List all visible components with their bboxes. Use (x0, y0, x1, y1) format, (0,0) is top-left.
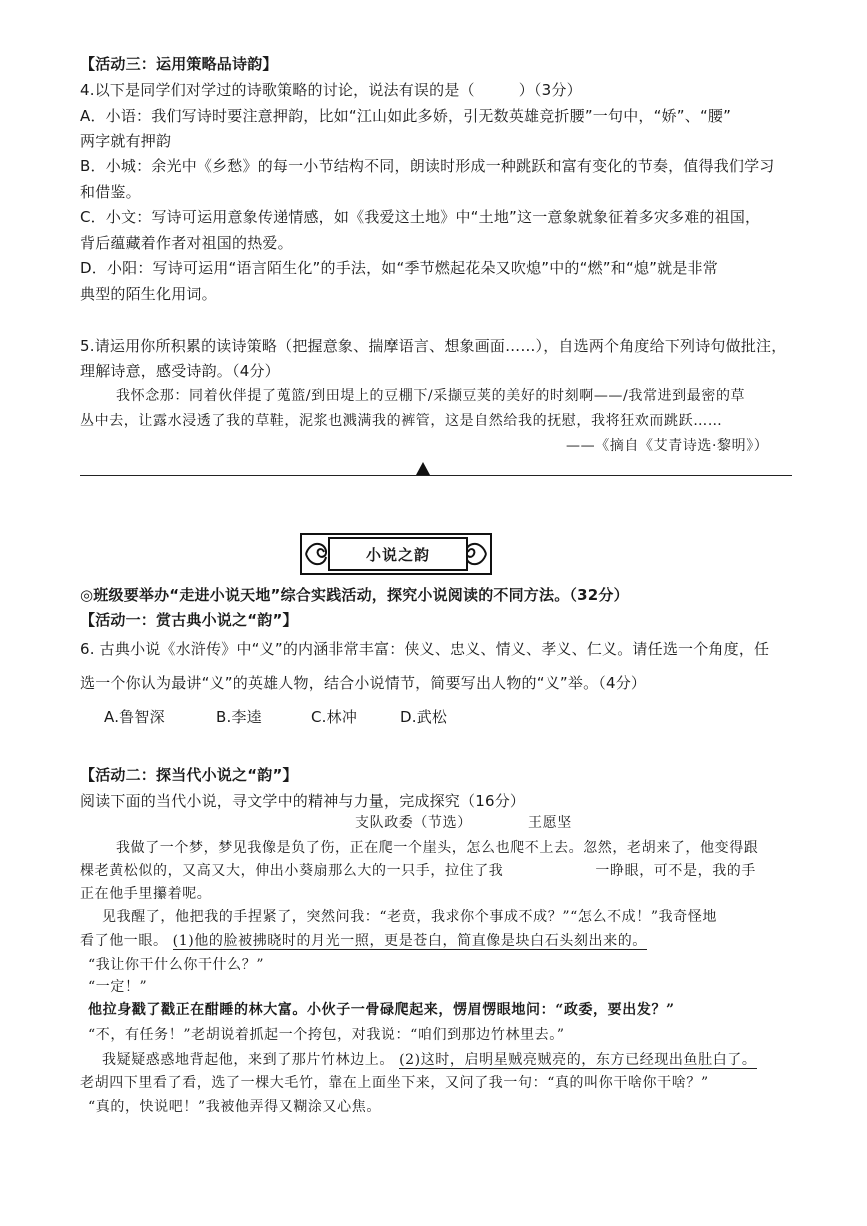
option-b-line2: 和借鉴。 (80, 183, 141, 201)
question-6-line1: 6. 古典小说《水浒传》中“义”的内涵非常丰富：侠义、忠义、情义、孝义、仁义。请任选一个角度，任 (80, 640, 770, 658)
option-d-line2: 典型的陌生化用词。 (80, 285, 217, 303)
option-a-line1: A．小语：我们写诗时要注意押韵，比如“江山如此多娇，引无数英雄竞折腰”一句中，“娇”、“腰” (80, 107, 732, 125)
story-p2-line2a: 看了他一眼。 (80, 933, 168, 949)
underlined-sentence-1: (1)他的脸被拂晓时的月光一照，更是苍白，简直像是块白石头刻出来的。 (172, 933, 647, 949)
story-p1-line2b: 一睁眼，可不是，我的手 (595, 863, 757, 879)
banner-title: 小说之韵 (365, 545, 430, 564)
poem-line2: 丛中去，让露水浸透了我的草鞋，泥浆也溅满我的裤管，这是自然给我的抚慰，我将狂欢而跳跃…… (80, 413, 723, 429)
story-p2-line2 (80, 931, 647, 951)
question-4-stem (80, 80, 582, 100)
question-4-score: ）（3分） (518, 81, 582, 99)
story-p1-line2 (80, 861, 756, 881)
story-author: 王愿坚 (528, 815, 572, 831)
banner-box (328, 537, 468, 571)
question-5-line1: 5.请运用你所积累的读诗策略（把握意象、揣摩语言、想象画面……），自选两个角度给下列诗句做批注， (80, 337, 787, 355)
story-p1-line2a: 棵老黄松似的，又高又大，伸出小葵扇那么大的一只手，拉住了我 (80, 863, 504, 879)
option-b-line1: B．小城：余光中《乡愁》的每一小节结构不同，朗读时形成一种跳跃和富有变化的节奏，值得我们学习 (80, 157, 775, 175)
story-p7-line1a: 我疑疑惑惑地背起他，来到了那片竹林边上。 (102, 1052, 394, 1068)
story-p7-line2: 老胡四下里看了看，选了一棵大毛竹，靠在上面坐下来，又问了我一句：“真的叫你干啥你干啥？” (80, 1075, 709, 1091)
story-p2-line1: 见我醒了，他把我的手捏紧了，突然问我：“老贲，我求你个事成不成？”“怎么不成！”我奇怪地 (102, 909, 718, 925)
story-p5: 他拉身戳了戳正在酣睡的林大富。小伙子一骨碌爬起来，愣眉愣眼地问：“政委，要出发？” (88, 1002, 675, 1018)
story-p3: “我让你干什么你干什么？” (88, 957, 265, 973)
activity1-title: 【活动一：赏古典小说之“韵”】 (80, 611, 298, 629)
question-5-line2: 理解诗意，感受诗韵。（4分） (80, 362, 280, 380)
story-p1-line3: 正在他手里攥着呢。 (80, 886, 212, 902)
option-d[interactable]: D.武松 (400, 708, 448, 726)
option-c-line2: 背后蕴藏着作者对祖国的热爱。 (80, 234, 293, 252)
option-b[interactable]: B.李逵 (216, 708, 262, 726)
option-c[interactable]: C.林冲 (311, 708, 358, 726)
story-p4: “一定！” (88, 979, 148, 995)
activity3-title: 【活动三：运用策略品诗韵】 (80, 55, 278, 73)
poem-source: ——《摘自《艾青诗选·黎明》） (566, 438, 769, 454)
option-d-line1: D．小阳：写诗可运用“语言陌生化”的手法，如“季节燃起花朵又吹熄”中的“燃”和“熄”就是非常 (80, 259, 718, 277)
option-a[interactable]: A.鲁智深 (104, 708, 165, 726)
story-p8: “真的，快说吧！”我被他弄得又糊涂又心焦。 (88, 1099, 381, 1115)
section-banner (300, 533, 492, 575)
question-4-text: 4.以下是同学们对学过的诗歌策略的讨论，说法有误的是（ (80, 81, 475, 99)
activity2-title: 【活动二：探当代小说之“韵”】 (80, 766, 298, 784)
underlined-sentence-2: (2)这时，启明星贼亮贼亮的，东方已经现出鱼肚白了。 (399, 1052, 757, 1068)
reading-intro: 阅读下面的当代小说，寻文学中的精神与力量，完成探究（16分） (80, 792, 526, 810)
option-c-line1: C．小文：写诗可运用意象传递情感，如《我爱这土地》中“土地”这一意象就象征着多灾多难的祖国， (80, 208, 761, 226)
question-6-line2: 选一个你认为最讲“义”的英雄人物，结合小说情节，简要写出人物的“义”举。（4分） (80, 674, 647, 692)
story-p1-line1: 我做了一个梦，梦见我像是负了伤，正在爬一个崖头，怎么也爬不上去。忽然，老胡来了，他变得跟 (116, 840, 759, 856)
novel-intro: ◎班级要举办“走进小说天地”综合实践活动，探究小说阅读的不同方法。（32分） (80, 586, 629, 604)
story-p6: “不，有任务！”老胡说着抓起一个挎包，对我说：“咱们到那边竹林里去。” (88, 1027, 565, 1043)
section-divider (80, 475, 792, 476)
story-title: 支队政委（节选） (355, 815, 472, 831)
divider-triangle-icon (416, 462, 430, 475)
poem-line1: 我怀念那：同着伙伴提了蒐篮/到田堤上的豆棚下/采撷豆荚的美好的时刻啊——/我常进到最密的草 (116, 388, 746, 404)
story-p7-line1 (102, 1050, 757, 1070)
option-a-line2: 两字就有押韵 (80, 132, 172, 150)
